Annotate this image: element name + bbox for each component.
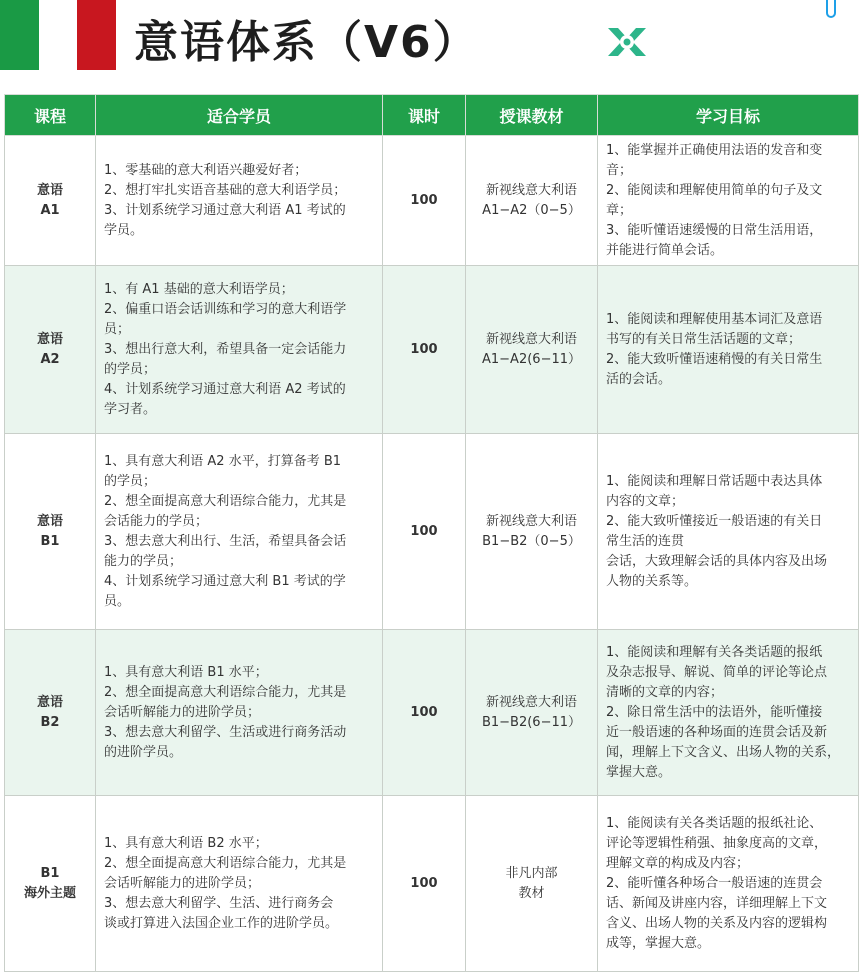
- header-textbook: 授课教材: [466, 95, 598, 136]
- course-level: B1: [40, 533, 60, 549]
- suitable-line: 3、计划系统学习通过意大利语 A1 考试的: [104, 202, 346, 218]
- goal-line: 及杂志报导、解说、简单的评论等论点: [606, 664, 828, 680]
- suitable-line: 4、计划系统学习通过意大利语 A2 考试的: [104, 381, 346, 397]
- goals-cell: [598, 630, 859, 796]
- suitable-cell: [96, 266, 383, 434]
- textbook-cell: [466, 266, 598, 434]
- goal-line: 1、能掌握并正确使用法语的发音和变: [606, 142, 823, 158]
- textbook-line: B1−B2（0−5）: [482, 533, 581, 549]
- goal-line: 1、能阅读有关各类话题的报纸社论、: [606, 815, 823, 831]
- suitable-line: 1、具有意大利语 B1 水平；: [104, 664, 268, 680]
- course-level: A2: [40, 351, 60, 367]
- suitable-line: 能力的学员；: [104, 553, 183, 569]
- course-cell: [5, 136, 96, 266]
- table-row: [5, 796, 859, 972]
- goals-cell: [598, 136, 859, 266]
- suitable-cell: [96, 136, 383, 266]
- suitable-line: 会话能力的学员；: [104, 513, 209, 529]
- goal-line: 闻，理解上下文含义、出场人物的关系，: [606, 744, 841, 760]
- goal-line: 清晰的文章的内容；: [606, 684, 724, 700]
- hours-cell: 100: [383, 796, 466, 972]
- hours-cell: 100: [383, 630, 466, 796]
- suitable-line: 2、偏重口语会话训练和学习的意大利语学: [104, 301, 347, 317]
- suitable-line: 1、零基础的意大利语兴趣爱好者；: [104, 162, 308, 178]
- page-title: 意语体系（V6）: [134, 17, 479, 68]
- suitable-line: 2、想打牢扎实语音基础的意大利语学员；: [104, 182, 347, 198]
- suitable-line: 2、想全面提高意大利语综合能力，尤其是: [104, 684, 347, 700]
- italy-flag-white-stripe: [39, 0, 77, 70]
- header-hours: 课时: [383, 95, 466, 136]
- suitable-line: 4、计划系统学习通过意大利 B1 考试的学: [104, 573, 346, 589]
- page-header: [0, 0, 860, 92]
- table-row: [5, 434, 859, 630]
- suitable-line: 会话听解能力的进阶学员；: [104, 875, 261, 891]
- goal-line: 音；: [606, 162, 633, 178]
- goal-line: 3、能听懂语速缓慢的日常生活用语，: [606, 222, 823, 238]
- suitable-line: 谈或打算进入法国企业工作的进阶学员。: [104, 915, 339, 931]
- hours-cell: 100: [383, 434, 466, 630]
- table-row: [5, 630, 859, 796]
- suitable-cell: [96, 630, 383, 796]
- suitable-line: 学习者。: [104, 401, 157, 417]
- goals-cell: [598, 434, 859, 630]
- goals-cell: [598, 266, 859, 434]
- hours-cell: 100: [383, 266, 466, 434]
- goal-line: 并能进行简单会话。: [606, 242, 724, 258]
- textbook-line: B1−B2(6−11）: [481, 714, 582, 730]
- gear-x-logo-icon: [602, 18, 652, 64]
- goal-line: 2、能听懂各种场合一般语速的连贯会: [606, 875, 823, 891]
- textbook-line: 非凡内部: [505, 865, 558, 881]
- goal-line: 2、能阅读和理解使用简单的句子及文: [606, 182, 823, 198]
- italy-flag-red-stripe: [77, 0, 116, 70]
- course-cell: [5, 796, 96, 972]
- suitable-line: 1、具有意大利语 A2 水平，打算备考 B1: [104, 453, 342, 469]
- goal-line: 1、能阅读和理解有关各类话题的报纸: [606, 644, 823, 660]
- suitable-line: 的学员；: [104, 361, 157, 377]
- goal-line: 人物的关系等。: [606, 573, 698, 589]
- course-level: B2: [40, 714, 60, 730]
- course-cell: [5, 434, 96, 630]
- goal-line: 2、能大致听懂语速稍慢的有关日常生: [606, 351, 823, 367]
- suitable-cell: [96, 796, 383, 972]
- textbook-line: A1−A2（0−5）: [482, 202, 581, 218]
- textbook-line: A1−A2(6−11）: [482, 351, 581, 367]
- corner-mark: [826, 0, 836, 18]
- suitable-line: 1、有 A1 基础的意大利语学员；: [104, 281, 294, 297]
- course-table: [4, 94, 859, 972]
- suitable-line: 3、想去意大利留学、生活、进行商务会: [104, 895, 334, 911]
- goal-line: 1、能阅读和理解日常话题中表达具体: [606, 473, 823, 489]
- goal-line: 2、除日常生活中的法语外，能听懂接: [606, 704, 823, 720]
- goal-line: 话、新闻及讲座内容，详细理解上下文: [606, 895, 828, 911]
- suitable-line: 2、想全面提高意大利语综合能力，尤其是: [104, 493, 347, 509]
- suitable-line: 1、具有意大利语 B2 水平；: [104, 835, 268, 851]
- suitable-line: 3、想去意大利留学、生活或进行商务活动: [104, 724, 347, 740]
- suitable-cell: [96, 434, 383, 630]
- textbook-cell: [466, 136, 598, 266]
- goal-line: 常生活的连贯: [606, 533, 685, 549]
- textbook-line: 新视线意大利语: [485, 513, 577, 529]
- textbook-cell: [466, 630, 598, 796]
- course-level: A1: [40, 202, 60, 218]
- suitable-line: 3、想出行意大利，希望具备一定会话能力: [104, 341, 347, 357]
- hours-cell: 100: [383, 136, 466, 266]
- header-course: 课程: [5, 95, 96, 136]
- course-cell: [5, 630, 96, 796]
- suitable-line: 员。: [104, 593, 131, 609]
- header-goals: 学习目标: [598, 95, 859, 136]
- goal-line: 评论等逻辑性稍强、抽象度高的文章，: [606, 835, 828, 851]
- course-name: B1: [40, 865, 60, 881]
- textbook-line: 新视线意大利语: [485, 331, 577, 347]
- table-row: [5, 136, 859, 266]
- suitable-line: 会话听解能力的进阶学员；: [104, 704, 261, 720]
- goal-line: 成等，掌握大意。: [606, 935, 711, 951]
- course-name: 意语: [36, 513, 63, 529]
- goal-line: 内容的文章；: [606, 493, 685, 509]
- goal-line: 2、能大致听懂接近一般语速的有关日: [606, 513, 823, 529]
- course-level: 海外主题: [23, 885, 76, 901]
- goal-line: 近一般语速的各种场面的连贯会话及新: [606, 724, 828, 740]
- suitable-line: 员；: [104, 321, 131, 337]
- suitable-line: 学员。: [104, 222, 144, 238]
- course-name: 意语: [36, 331, 63, 347]
- textbook-line: 新视线意大利语: [485, 182, 577, 198]
- table-row: [5, 266, 859, 434]
- textbook-cell: [466, 434, 598, 630]
- goal-line: 书写的有关日常生活话题的文章；: [606, 331, 802, 347]
- course-name: 意语: [36, 182, 63, 198]
- goal-line: 章；: [606, 202, 633, 218]
- header-suitable: 适合学员: [96, 95, 383, 136]
- suitable-line: 2、想全面提高意大利语综合能力，尤其是: [104, 855, 347, 871]
- textbook-line: 教材: [518, 885, 545, 901]
- goals-cell: [598, 796, 859, 972]
- suitable-line: 的学员；: [104, 473, 157, 489]
- goal-line: 含义、出场人物的关系及内容的逻辑构: [606, 915, 828, 931]
- textbook-line: 新视线意大利语: [485, 694, 577, 710]
- suitable-line: 的进阶学员。: [104, 744, 183, 760]
- suitable-line: 3、想去意大利出行、生活，希望具备会话: [104, 533, 347, 549]
- goal-line: 理解文章的构成及内容；: [606, 855, 750, 871]
- italy-flag-green-stripe: [0, 0, 39, 70]
- goal-line: 会话，大致理解会话的具体内容及出场: [606, 553, 828, 569]
- table-header-row: [5, 95, 859, 136]
- goal-line: 掌握大意。: [606, 764, 672, 780]
- goal-line: 1、能阅读和理解使用基本词汇及意语: [606, 311, 823, 327]
- course-cell: [5, 266, 96, 434]
- goal-line: 活的会话。: [606, 371, 672, 387]
- course-name: 意语: [36, 694, 63, 710]
- textbook-cell: [466, 796, 598, 972]
